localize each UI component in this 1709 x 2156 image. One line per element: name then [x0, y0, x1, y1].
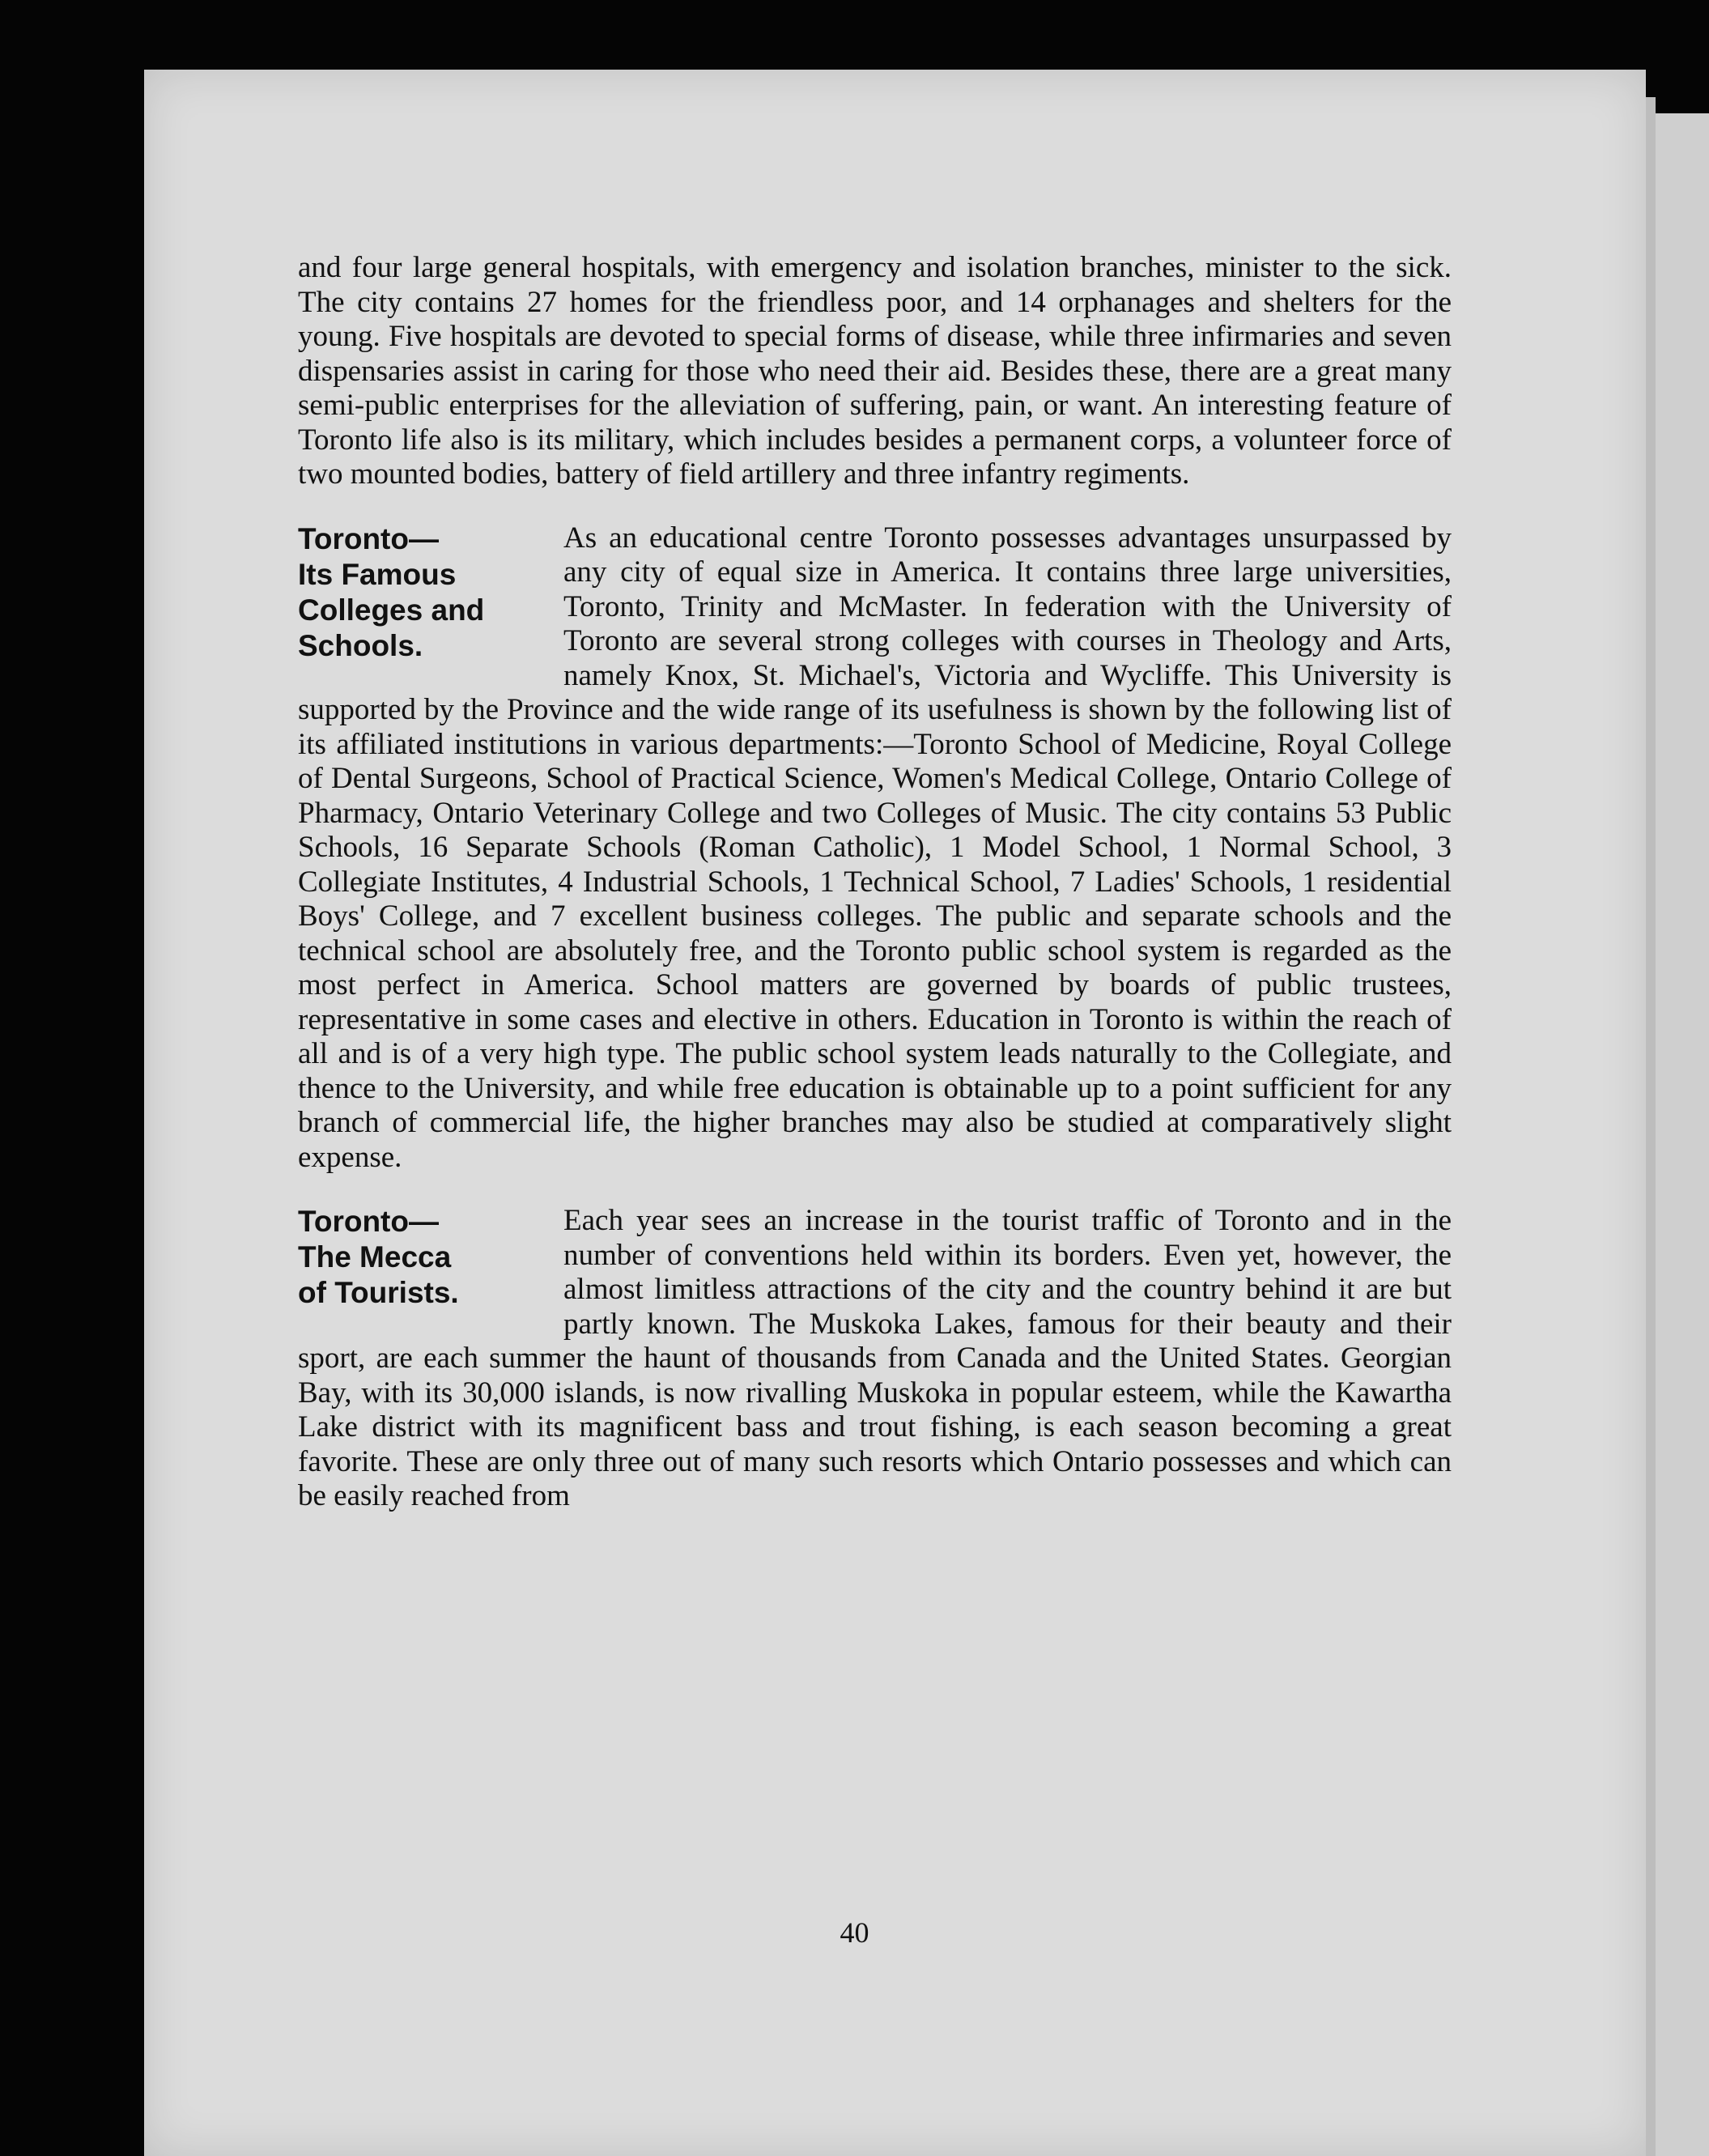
book-spine	[1646, 97, 1656, 2156]
side-heading-line: The Mecca	[298, 1240, 452, 1274]
page-content	[298, 251, 1452, 1514]
side-heading-line: Its Famous	[298, 557, 457, 591]
section-colleges	[298, 521, 1452, 1176]
side-heading-line: of Tourists.	[298, 1276, 459, 1309]
side-heading-colleges	[298, 521, 541, 664]
page-number: 40	[840, 1916, 869, 1949]
side-heading-line: Schools.	[298, 628, 423, 662]
section-tourists	[298, 1204, 1452, 1514]
section-body-colleges: As an educational centre Toronto possesses advantages unsurpassed by any city of equal size in America. It contains three large universities, Toronto, Trinity and McMaster. In federation with the University of Toronto are several strong colleges with courses in Theology and Arts, namely Knox, St. Michael's, Victoria and Wycliffe. This University is supported by the Province and the wide range of its usefulness is shown by the following list of its affiliated institutions in various departments:—Toronto School of Medicine, Royal College of Dental Surgeons, School of Practical Science, Women's Medical College, Ontario College of Pharmacy, Ontario Veterinary College and two Colleges of Music. The city contains 53 Public Schools, 16 Separate Schools (Roman Catholic), 1 Model School, 1 Normal School, 3 Collegiate Institutes, 4 Industrial Schools, 1 Technical School, 7 Ladies' Schools, 1 residential Boys' College, and 7 excellent business colleges. The public and separate schools and the technical school are absolutely free, and the Toronto public school system is regarded as the most perfect in America. School matters are governed by boards of public trustees, representative in some cases and elective in others. Education in Toronto is within the reach of all and is of a very high type. The public school system leads naturally to the Collegiate, and thence to the University, and while free education is obtainable up to a point sufficient for any branch of commercial life, the higher branches may also be studied at comparatively slight expense.	[298, 521, 1452, 1174]
side-heading-line: Colleges and	[298, 593, 485, 627]
side-heading-line: Toronto—	[298, 1205, 439, 1238]
side-heading-tourists	[298, 1204, 541, 1311]
section-body-tourists: Each year sees an increase in the tourist traffic of Toronto and in the number of conventions held within its borders. Even yet, however, the almost limitless attractions of the city and the country behind it are but partly known. The Muskoka Lakes, famous for their beauty and their sport, are each summer the haunt of thousands from Canada and the United States. Georgian Bay, with its 30,000 islands, is now rivalling Muskoka in popular esteem, while the Kawartha Lake district with its magnificent bass and trout fishing, is each season becoming a great favorite. These are only three out of many such resorts which Ontario possesses and which can be easily reached from	[298, 1204, 1452, 1512]
facing-page-edge	[1656, 113, 1709, 2156]
intro-paragraph: and four large general hospitals, with emergency and isolation branches, minister to the sick. The city contains 27 homes for the friendless poor, and 14 orphanages and shelters for the young. Five hospitals are devoted to special forms of disease, while three infirmaries and seven dispensaries assist in caring for those who need their aid. Besides these, there are a great many semi-public enterprises for the alleviation of suffering, pain, or want. An interesting feature of Toronto life also is its military, which includes besides a permanent corps, a volunteer force of two mounted bodies, battery of field artillery and three infantry regiments.	[298, 251, 1452, 491]
side-heading-line: Toronto—	[298, 521, 439, 555]
